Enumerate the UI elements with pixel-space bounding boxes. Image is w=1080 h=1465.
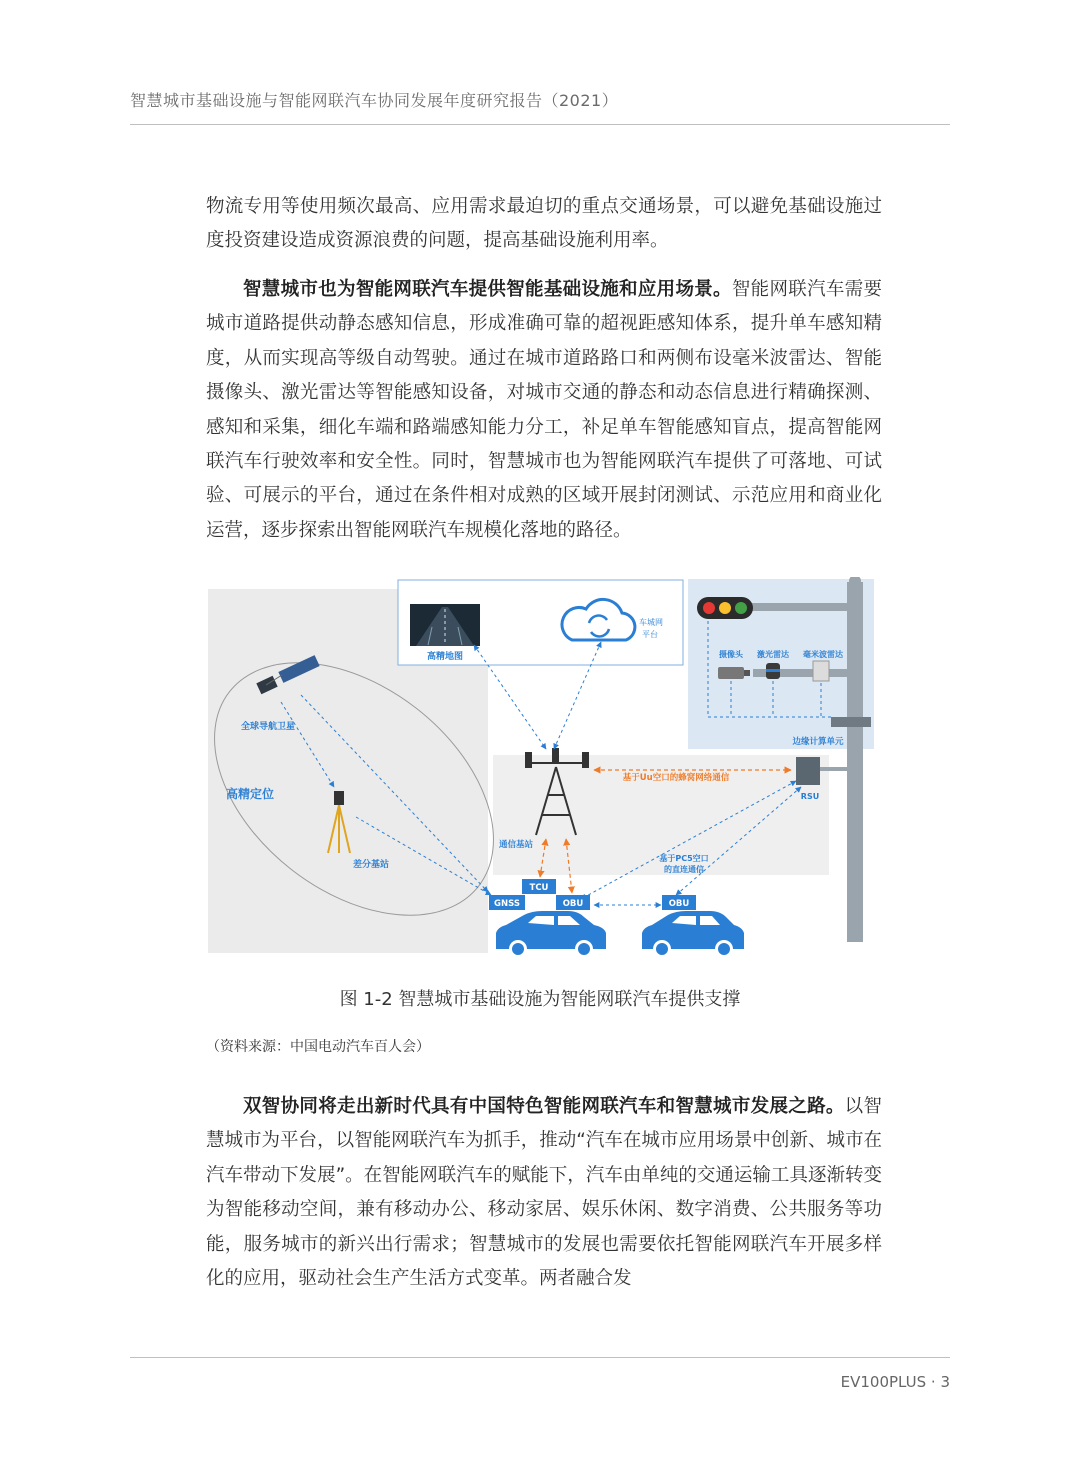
car-icon-2 (642, 911, 744, 955)
obu1-label: OBU (562, 899, 584, 909)
v2x-platform-label-1: 车城网 (639, 618, 663, 627)
paragraph-2-body: 智能网联汽车需要城市道路提供动静态感知信息，形成准确可靠的超视距感知体系，提升单车感知精度，从而实现高等级自动驾驶。通过在城市道路路口和两侧布设毫米波雷达、智能摄像头、激光雷达等智能感知设备，对城市交通的静态和动态信息进行精确探测、感知和采集，细化车端和路端感知能力分工，补足单车智能感知盲点，提高智能网联汽车行驶效率和安全性。同时，智慧城市也为智能网联汽车提供了可落地、可试验、可展示的平台，通过在条件相对成熟的区域开展封闭测试、示范应用和商业化运营，逐步探索出智能网联汽车规模化落地的路径。 (206, 279, 882, 541)
mmwave-label: 毫米波雷达 (803, 650, 843, 659)
paragraph-3 (206, 1090, 882, 1296)
page-number: EV100PLUS · 3 (840, 1373, 950, 1391)
paragraph-1: 物流专用等使用频次最高、应用需求最迫切的重点交通场景，可以避免基础设施过度投资建设造成资源浪费的问题，提高基础设施利用率。 (206, 196, 882, 252)
paragraph-3-body: 以智慧城市为平台，以智能网联汽车为抓手，推动“汽车在城市应用场景中创新、城市在汽车带动下发展”。在智能网联汽车的赋能下，汽车由单纯的交通运输工具逐渐转变为智能移动空间，兼有移动办公、移动家居、娱乐休闲、数字消费、公共服务等功能，服务城市的新兴出行需求；智慧城市的发展也需要依托智能网联汽车开展多样化的应用，驱动社会生产生活方式变革。两者融合发 (206, 1096, 882, 1290)
hd-map-icon (410, 604, 480, 646)
pc5-link-label-2: 的直连通信 (664, 865, 704, 874)
lidar-icon (766, 663, 780, 679)
uu-link-label: 基于Uu空口的蜂窝网络通信 (622, 773, 730, 783)
paragraph-2 (206, 273, 882, 548)
header-divider (130, 124, 950, 125)
lidar-label: 激光雷达 (757, 650, 789, 659)
satellite-label: 全球导航卫星 (240, 722, 296, 732)
paragraph-2-lead: 智慧城市也为智能网联汽车提供智能基础设施和应用场景。 (243, 279, 732, 300)
gnss-label: GNSS (494, 899, 520, 909)
mmwave-radar-icon (813, 661, 829, 681)
pc5-link-label-1: 基于PC5空口 (659, 854, 709, 863)
tcu-label: TCU (529, 883, 549, 893)
obu2-label: OBU (668, 899, 690, 909)
rsu-label: RSU (800, 792, 820, 801)
figure-diagram (206, 577, 874, 955)
paragraph-3-lead: 双智协同将走出新时代具有中国特色智能网联汽车和智慧城市发展之路。 (243, 1096, 845, 1117)
traffic-light-icon (697, 597, 753, 619)
figure-caption: 图 1-2 智慧城市基础设施为智能网联汽车提供支撑 (339, 989, 741, 1010)
footer-divider (130, 1357, 950, 1358)
v2x-platform-label-2: 平台 (642, 630, 658, 639)
figure-source: （资料来源：中国电动汽车百人会） (206, 1039, 430, 1055)
base-station-label: 通信基站 (498, 840, 534, 850)
hd-map-label: 高精地图 (426, 652, 464, 662)
diff-station-label: 差分基站 (352, 860, 390, 870)
hp-positioning-label: 高精定位 (226, 787, 275, 801)
running-header: 智慧城市基础设施与智能网联汽车协同发展年度研究报告（2021） (130, 91, 619, 110)
camera-label: 摄像头 (719, 650, 743, 659)
car-icon-1 (496, 911, 606, 955)
edge-unit-label: 边缘计算单元 (792, 737, 844, 747)
